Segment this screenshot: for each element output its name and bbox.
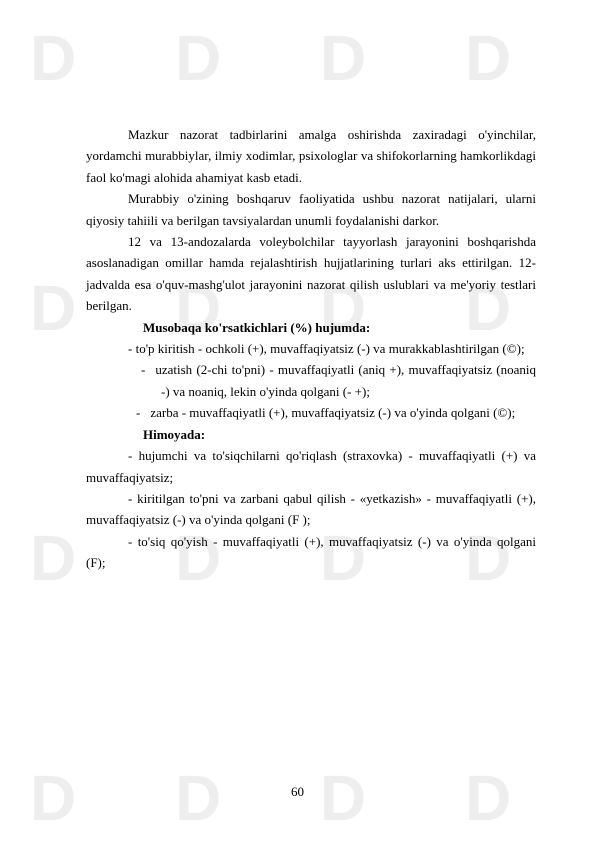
watermark-glyph: D (30, 762, 77, 834)
paragraph-2: Murabbiy o'zining boshqaruv faoliyatida ushbu nazorat natijalari, ularni qiyosiy tahiili va berilgan tavsiyalardan unumli foydalanishi darkor. (86, 191, 536, 228)
watermark-glyph: D (465, 22, 512, 94)
section-heading-attack: Musobaqa ko'rsatkichlari (%) hujumda: (143, 319, 371, 335)
list-dash: - (141, 362, 146, 378)
watermark-glyph: D (320, 272, 367, 344)
page-number: 60 (291, 784, 304, 799)
watermark-glyph: D (30, 522, 77, 594)
watermark-glyph: D (175, 522, 222, 594)
paragraph-1: Mazkur nazorat tadbirlarini amalga oshirishda zaxiradagi o'yinchilar, yordamchi murabbiylar, ilmiy xodimlar, psixologlar va shifokorlarning hamkorlikdagi faol ko'magi alohida ahamiyat kasb etadi. (86, 127, 536, 185)
watermark-glyph: D (175, 22, 222, 94)
list-item-spike (86, 402, 536, 423)
list-item-text: uzatish (2-chi to'pni) - muvaffaqiyatli (aniq +), muvaffaqiyatsiz (noaniq -) va noaniq, lekin o'yinda qolgani (- +); (155, 362, 536, 399)
watermark-glyph: D (175, 762, 222, 834)
list-item-text: zarba - muvaffaqiyatli (+), muvaffaqiyatsiz (-) va o'yinda qolgani (©); (150, 405, 516, 421)
section-heading-defense: Himoyada: (143, 426, 206, 442)
list-dash: - (136, 405, 141, 421)
watermark-glyph: D (465, 272, 512, 344)
list-item-cover: - hujumchi va to'siqchilarni qo'riqlash (straxovka) - muvaffaqiyatli (+) va muvaffaqiyatsiz; (86, 448, 536, 485)
list-item-reception: - kiritilgan to'pni va zarbani qabul qilish - «yetkazish» - muvaffaqiyatli (+), muvaffaqiyatsiz (-) va o'yinda qolgani (F ); (86, 490, 536, 528)
document-body (86, 124, 536, 574)
watermark-glyph: D (465, 522, 512, 594)
watermark-glyph: D (30, 272, 77, 344)
paragraph-3: 12 va 13-andozalarda voleybolchilar tayyorlash jarayonini boshqarishda asoslanadigan omillar hamda rejalashtirish hujjatlarining turlari aks ettirilgan. 12-jadvalda esa o'quv-mashg'ulot jarayonini nazorat qilish uslublari va me'yoriy testlari berilgan. (86, 234, 536, 314)
list-item-serve: - to'p kiritish - ochkoli (+), muvaffaqiyatsiz (-) va murakkablashtirilgan (©); (128, 341, 525, 357)
watermark-glyph: D (320, 522, 367, 594)
watermark-glyph: D (30, 22, 77, 94)
watermark-glyph: D (175, 272, 222, 344)
watermark-glyph: D (320, 762, 367, 834)
list-item-block: - to'siq qo'yish - muvaffaqiyatli (+), muvaffaqiyatsiz (-) va o'yinda qolgani (F); (86, 533, 536, 571)
watermark-glyph: D (465, 762, 512, 834)
list-item-pass (86, 359, 536, 402)
watermark-glyph: D (320, 22, 367, 94)
